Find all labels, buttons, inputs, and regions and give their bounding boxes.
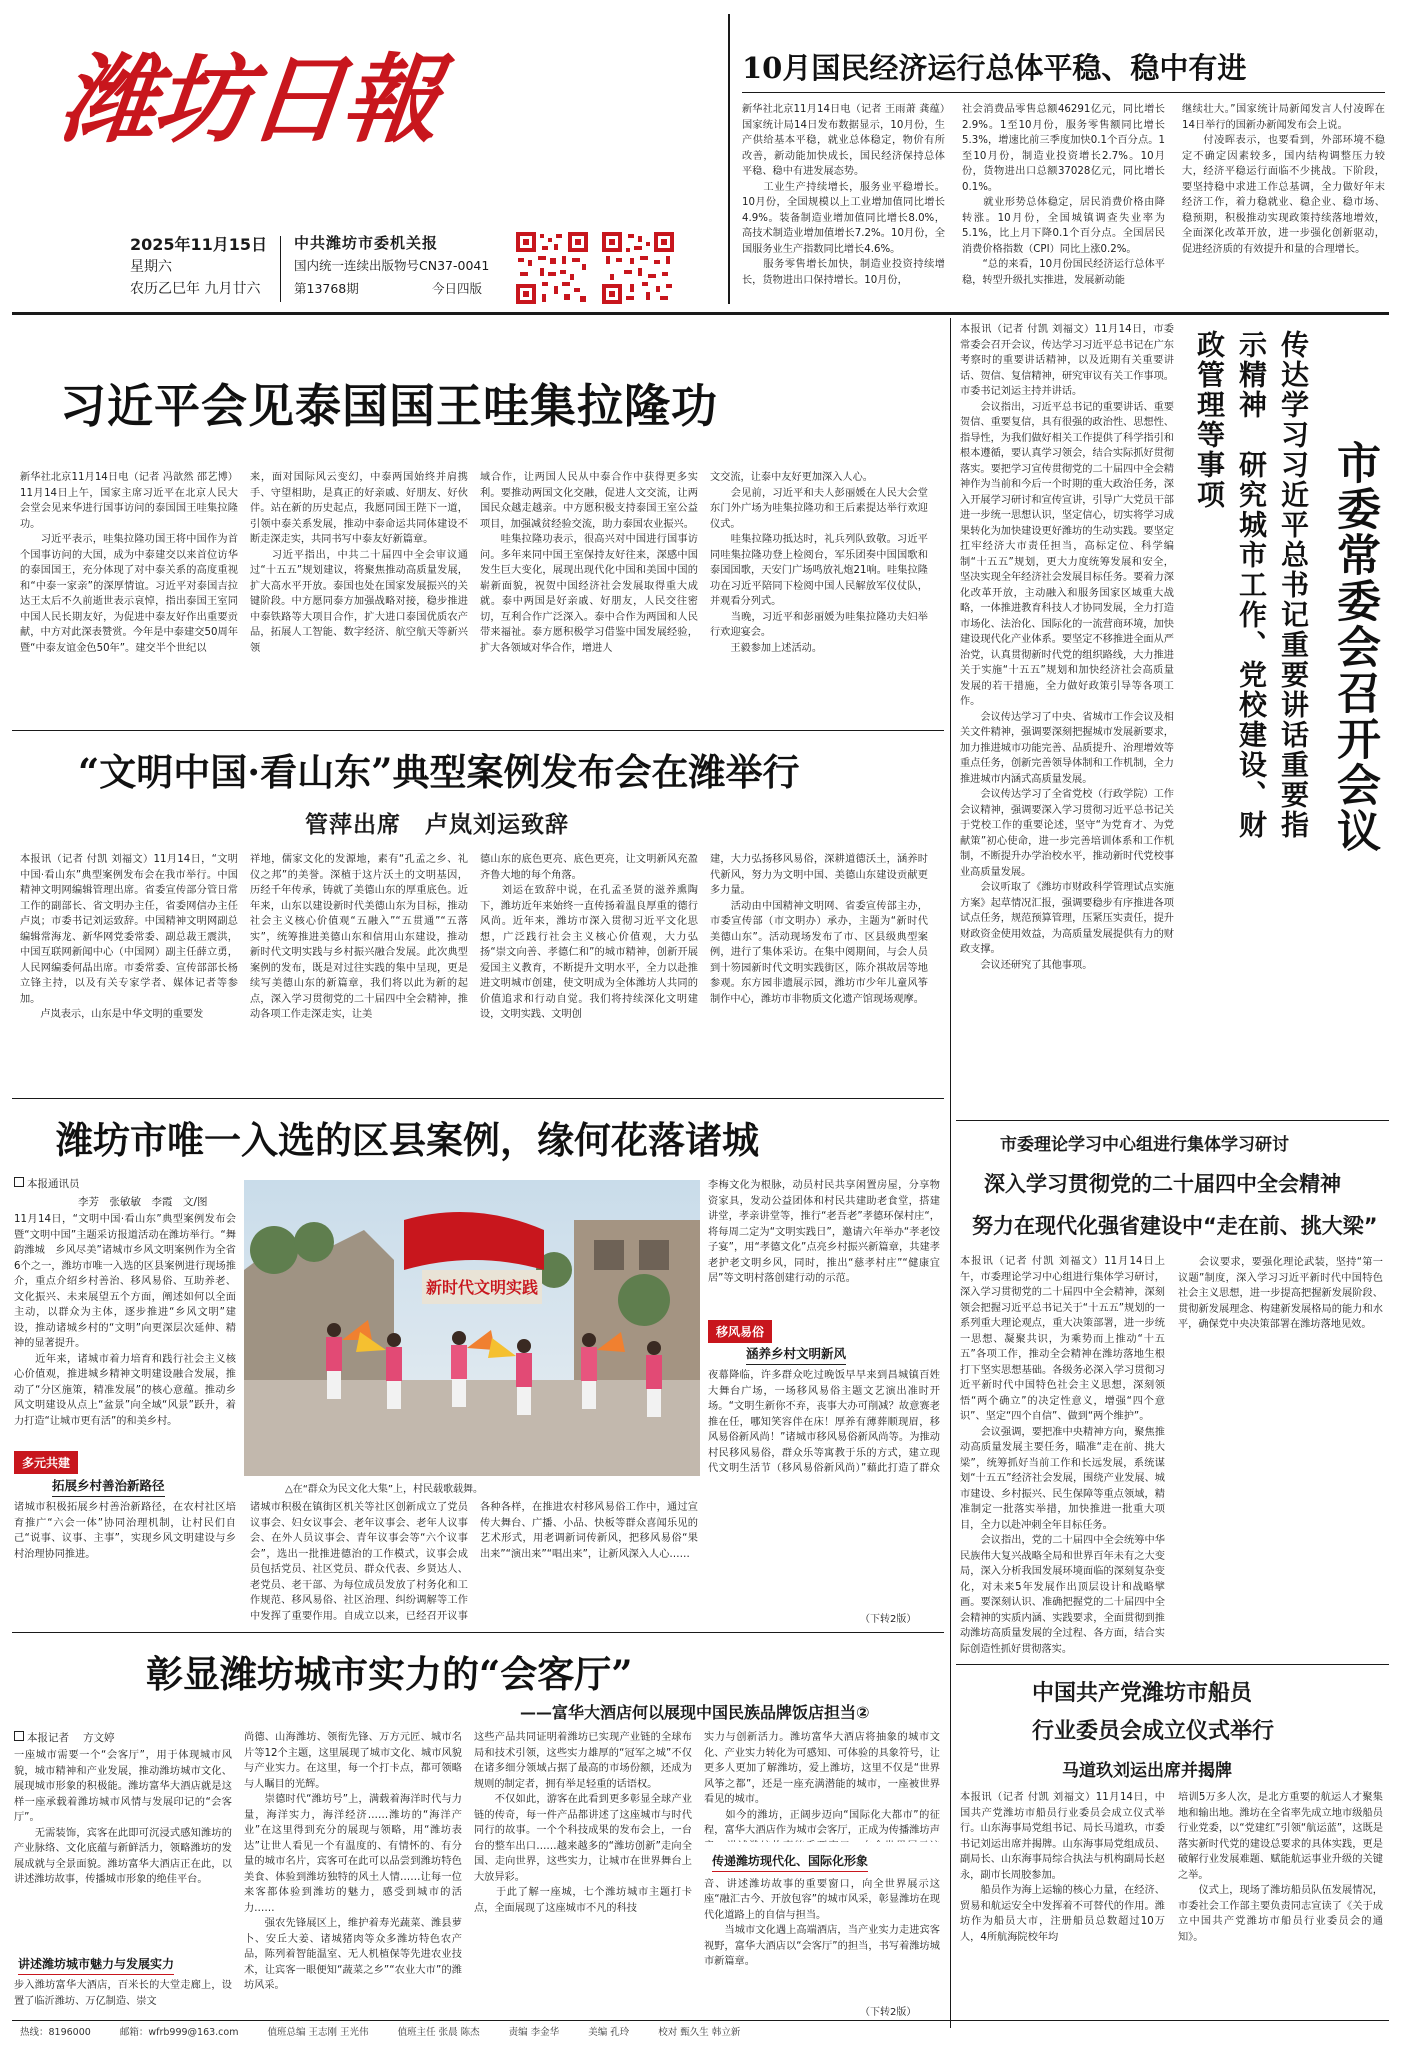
xi-article-col-3: 域合作，让两国人民从中泰合作中获得更多实利。要推动两国文化交融，促进人文交流，让两国民众越走越亲。中方愿积极支持泰国王室公益项目，加强减贫经验交流，助力泰国农业振兴。 哇集拉隆功表示，很高兴对中国进行国事访问。多年来同中国王室保持友好往来，深感中国发生巨大变化，展现出现代化中国和美国中国的崭新面貌，祝贺中国经济社会发展取得重大成就。泰中两国是好亲戚、好朋友，人民交往密切，互利合作广泛深入。泰中合作为两国和人民带来福祉。泰方愿积极学习借鉴中国发展经验，扩大各领域对华合作，增进人 [480,472,698,654]
qr-code-icon[interactable] [514,230,590,306]
wenming-article-col-2: 祥地，儒家文化的发源地，素有“孔孟之乡、礼仪之邦”的美誉。深植于这片沃土的文明基因，历经千年传承，铸就了美德山东的厚重底色。近年来，山东以建设新时代美德山东为目标，推动社会主义核心价值观“五融入”“五贯通”“五落实”，统筹推进美德山东和信用山东建设，推动新时代文明实践与乡村振兴融合发展。此次典型案例的发布，既是对过往实践的集中呈现，更是续写美德山东的新篇章，我们将以此为新的起点，深入学习贯彻党的二十届四中全会精神，推动各项工作走深走实，让美 [250,854,468,1020]
chuanbo-col-1: 本报讯（记者 付凯 刘福文）11月14日，中国共产党潍坊市船员行业委员会成立仪式举行。山东海事局党组书记、局长马道玖，市委书记刘运出席并揭牌。山东海事局党组成员、副局长、山东海事局综合执法与机构副局长赵永，副市长周胶参加。 船员作为海上运输的核心力量，在经济、贸易和航运安全中发挥着不可替代的作用。潍坊作为船员大市，注册船员总数超过10万人，4所航海院校年均 [960,1792,1165,1943]
lunar-date: 农历乙巳年 九月廿六 [130,281,261,297]
top-article-title: 10月国民经济运行总体平稳、稳中有进 [742,51,1247,85]
huike-col-4b: 音、讲述潍坊故事的重要窗口，向全世界展示这座“融汇古今、开放包容”的城市风采，彰显潍坊在现代化道路上的自信与担当。 当城市文化遇上高端酒店，当产业实力走进宾客视野，富华大酒店以“会客厅”的担当，书写着潍坊城市新篇章。 [704,1878,940,1967]
tag-yifeng: 移风易俗 [708,1320,772,1343]
weifang-case-tag: 本报通讯员 [14,1176,80,1191]
newspaper-logo: 潍坊日報 [55,43,444,156]
huike-more[interactable]: （下转2版） [860,2007,917,2018]
huike-col-4: 实力与创新活力。潍坊富华大酒店将抽象的城市文化、产业实力转化为可感知、可体验的具象符号，让更多人更加了解潍坊，爱上潍坊，这里不仅是“世界风筝之都”，还是一座充满潜能的城市，一座被世界看见的城市。 如今的潍坊，正阔步迈向“国际化大都市”的征程，富华大酒店作为城市会客厅，正成为传播潍坊声 [704,1732,940,1836]
xuexi-title: 深入学习贯彻党的二十届四中全会精神 [984,1172,1341,1196]
chuanbo-col-2: 培训5万多人次，是北方重要的航运人才聚集地和输出地。潍坊在全省率先成立地市级船员行业党委，以“党建红”引领“航运蓝”，这既是落实新时代党的建设总要求的具体实践，更是破解行业发展难题、赋能航运事业升级的关键之举。 仪式上，现场了潍坊船员队伍发展情况，市委社会工作部主要负责同志宣读了《关于成立中国共产党潍坊市船员行业委员会的通知》。 [1178,1792,1383,1943]
wenming-article-title: “文明中国·看山东”典型案例发布会在潍举行 [78,750,800,794]
weifang-case-authors: 李芳 张敏敏 李霞 文/图 [78,1196,208,1208]
chuanbo-title-2: 行业委员会成立仪式举行 [1032,1719,1275,1744]
date: 2025年11月15日 [130,235,268,254]
wenming-article-subtitle: 管萍出席 卢岚刘运致辞 [305,812,569,838]
xi-article-col-4: 文交流，让泰中友好更加深入人心。 会见前，习近平和夫人彭丽媛在人民大会堂东门外广场为哇集拉隆功和王后素提达举行欢迎仪式。 哇集拉隆功抵达时，礼兵列队致敬。习近平同哇集拉隆功登上检阅台，军乐团奏中国国歌和泰国国歌，天安门广场鸣放礼炮21响。哇集拉隆功在习近平陪同下检阅中国人民解放军仪仗队，并观看分列式。 当晚，习近平和彭丽媛为哇集拉隆功夫妇举行欢迎宴会。 王毅参加上述活动。 [710,472,928,654]
tag-yifeng-sub: 涵养乡村文明新风 [746,1344,846,1365]
huike-col-2: 尚德、山海潍坊、领衔先锋、万方元匠、城市名片等12个主题，这里展现了城市文化、城市风貌与产业实力。在这里，每一个打卡点，都可领略与人瞩目的光辉。 崇德时代“潍坊号”上，满载着海洋时代与力量，海洋实力，海洋经济……潍坊的“海洋产业”在这里得到充分的展现与领略，用“潍坊表达”让世人看见一个有温度的、有情怀的、有分量的城市名片，宾客可在此可以品尝到潍坊特色美食、体验到潍坊独特的风土人情……让每一位来客都体验到潍坊的魅力，感受到城市的活力…… 强农先锋展区上，维护着寿光蔬菜、潍县萝卜、安丘大姜、诸城猪肉等众多潍坊特色农产品，陈列着智能温室、无人机植保等先进农业技术，让宾客一眼便知“蔬菜之乡”“农业大市”的潍坊风采。 [244,1732,462,1991]
xuexi-col-2: 会议要求，要强化理论武装，坚持“第一议题”制度，深入学习习近平新时代中国特色社会主义思想，进一步提高把握新发展阶段、贯彻新发展理念、构建新发展格局的能力和水平，确保党中央决策部署在潍坊落地见效。 [1178,1257,1383,1330]
weifang-case-col-1b: 诸城市积极拓展乡村善治新路径，在农村社区培育推广“六会一体”协同治理机制，让村民们自己“说事、议事、主事”，实现乡风文明建设与乡村治理协同推进。 [14,1502,236,1560]
issue-number: 第13768期 [294,281,359,296]
tag-duoyuan: 多元共建 [14,1451,78,1474]
xuexi-title-2: 努力在现代化强省建设中“走在前、挑大梁” [972,1214,1378,1238]
wenming-article-col-3: 德山东的底色更亮、底色更亮，让文明新风充盈齐鲁大地的每个角落。 刘运在致辞中说，在孔孟圣贤的滋养熏陶下，潍坊近年来始终一直传扬着温良厚重的德行风尚。近年来，潍坊市深入贯彻习近平文化思想，广泛践行社会主义核心价值观，大力弘扬“崇文向善、孝德仁和”的城市精神，创新开展爱国主义教育，不断提升文明水平，全力以赴推进文明城市创建，使文明成为全体潍坊人共同的价值追求和行动自觉。我们将持续深化文明建设，文明实践、文明创 [480,854,698,1020]
weekday: 星期六 [130,259,172,275]
weifang-case-col-2b: 夜幕降临，许多群众吃过晚饭早早来到昌城镇百姓大舞台广场，一场移风易俗主题文艺演出准时开场。“文明生新你不弃，丧事大办可削减？故意赛老推在任，哪知笑容伴在床！厚养有薄葬顺现眉，移风易俗新风尚！”诸城市移风易俗新风尚等。为推动村民移风易俗，群众乐等寓教于乐的方式，建立现代文明生活节（移风易俗新风尚）”藉此打造了群众 [708,1370,940,1474]
footer [20,2024,1380,2042]
square-icon [14,1731,24,1741]
masthead [12,12,724,312]
footer-editor2: 责编 李金华 [508,2027,560,2038]
footer-email[interactable]: 邮箱：wfrb999@163.com [119,2027,239,2038]
weifang-case-title: 潍坊市唯一入选的区县案例，缘何花落诸城 [56,1118,759,1162]
footer-hotline: 热线：8196000 [20,2027,91,2038]
xi-article-title: 习近平会见泰国国王哇集拉隆功 [60,379,718,433]
huike-tag-3: 传递潍坊现代化、国际化形象 [712,1852,868,1872]
shiwei-article-subtitle: 传达学习习近平总书记重要讲话重要指示精神 研究城市工作、党校建设、财政管理等事项 [1193,330,1310,840]
weifang-case-col-4: 各种各样，在推进农村移风易俗工作中，通过宣传大舞台、广播、小品、快板等群众喜闻乐见的艺术形式，用老调新词传新风，把移风易俗“果出来”“演出来”“唱出来”，让新风深入人心…… [480,1502,698,1560]
page-count: 今日四版 [432,281,483,296]
footer-editor: 值班主任 张晨 陈杰 [397,2027,480,2038]
wenming-article-col-4: 建，大力弘扬移风易俗，深耕道德沃土，涵养时代新风，努力为文明中国、美德山东建设贡献更多力量。 活动由中国精神文明网、省委宣传部主办，市委宣传部（市文明办）承办，主题为“新时代美德山东”。活动现场发布了市、区县级典型案例，进行了集体采访。在集中阅期间，与会人员到十笏园新时代文明实践街区，陈介祺故居等地参观。东方园非遗展示园，潍坊市少年儿童风筝制作中心，潍坊市非物质文化遗产馆现场观摩。 [710,854,928,1005]
huike-col-1b: 步入潍坊富华大酒店，百米长的大堂走廊上，设置了临沂潍坊、万亿制造、崇文 [14,1980,232,2007]
org-name: 中共潍坊市委机关报 [294,234,439,252]
footer-art: 美编 孔玲 [588,2027,630,2038]
photo-banner: 新时代文明实践 [425,1278,539,1297]
xi-article-col-2: 来，面对国际风云变幻，中泰两国始终并肩携手、守望相助，是真正的好亲戚、好朋友、好伙伴。站在新的历史起点，我愿同国王陛下一道，引领中泰关系发展，推动中泰命运共同体建设不断走深走实，共同书写中泰友好新篇章。 习近平指出，中共二十届四中全会审议通过“十五五”规划建议，将聚焦推动高质量发展，扩大高水平开放。泰国也处在国家发展振兴的关键阶段。中方愿同泰方加强战略对接，稳步推进中泰铁路等大项目合作，扩大进口泰国优质农产品，拓展人工智能、数字经济、航空航天等新兴领 [250,472,468,654]
shiwei-article-text: 本报讯（记者 付凯 刘福文）11月14日，市委常委会召开会议，传达学习习近平总书记在广东考察时的重要讲话精神，以及近期有关重要讲话、贺信、复信精神，研究审议有关工作事项。市委书记刘运主持并讲话。 会议指出，习近平总书记的重要讲话、重要贺信、重要复信，具有很强的政治性、思想性、指导性，为我们做好相关工作提供了科学指引和根本遵循，要认真学习领会，结合实际抓好贯彻落实。要把学习宣传贯彻党的二十届四中全会精神作为当前和今后一个时期的重大政治任务，深入开展学习研讨和宣传宣讲，引导广大党员干部进一步统一思想认识，坚定信心，切实将学习成果转化为加快建设更好潍坊的生动实践。要坚定扛牢经济大市责任担当，高标定位、科学编制“十五五”规划，更大力度统筹发展和安全，坚决实现全年经济社会发展目标任务。要着力深化改革开放，主动融入和服务国家区域重大战略，一体推进教育科技人才协同发展，全力打造市场化、法治化、国际化的一流营商环境，加快建设现代化产业体系。要坚定不移推进全面从严治党，认真贯彻新时代党的组织路线，大力推进关于实施“十五五”规划和加快经济社会高质量发展的若干措施，全力做好政策引导等各项工作。 会议传达学习了中央、省城市工作会议及相关文件精神，强调要深刻把握城市发展新要求，加力推进城市功能完善、品质提升、治理增效等重点任务，创新完善领导体制和工作机制，全力推进城市内涵式高质量发展。 会议传达学习了全省党校（行政学院）工作会议精神，强调要深入学习贯彻习近平总书记关于党校工作的重要论述，坚守“为党育才、为党献策”初心使命，进一步完善培训体系和工作机制，不断提升办学治校水平，推动新时代党校事业高质量发展。 会议听取了《潍坊市财政科学管理试点实施方案》起草情况汇报，强调要稳步有序推进各项试点任务，规范预算管理，压紧压实责任，提升财政资金使用效益，为高质量发展提供有力的财政支撑。 会议还研究了其他事项。 [960,324,1174,971]
shiwei-article-title: 市委常委会召开会议 [1329,440,1380,854]
huike-article-byline: 本报记者 方文婷 [14,1730,115,1745]
huike-article-subtitle: ——富华大酒店何以展现中国民族品牌饭店担当② [520,1703,870,1722]
xi-article-col-1: 新华社北京11月14日电（记者 冯歆然 邵艺博）11月14日上午，国家主席习近平在北京人民大会堂会见来华进行国事访问的泰国国王哇集拉隆功。 习近平表示，哇集拉隆功国王将中国作为首个国事访问的大国，成为中泰建交以来首位访华的泰国国王，充分体现了对中泰关系的高度重视和“中泰一家亲”的深厚情谊。习近平对泰国吉拉达王太后不久前逝世表示哀悼，指出泰国王室同中国人民长期友好，为促进中泰友好作出重要贡献，中方对此深表赞赏。今年是中泰建交50周年暨“中泰友谊金色50年”。建交半个世纪以 [20,472,238,654]
weifang-case-col-1: 11月14日，“文明中国·看山东”典型案例发布会暨“文明中国”主题采访报道活动在潍坊举行。“舞韵潍城 乡风尽美”诸城市乡风文明案例作为全省6个之一，潍坊市唯一入选的区县案例进行现场推介，重点介绍乡村善治、移风易俗、互助养老、文化振兴、未来展望五个方面，阐述如何以全面主动，以群众为主体，逐步推进“乡风文明”建设，推动诸城乡村的“文明”向更深层次延伸、精神的显著提升。 近年来，诸城市着力培育和践行社会主义核心价值观，推进城乡精神文明建设融合发展，推动了“分区施策，精准发展”的核心意蕴。推动乡风文明建设从点上“盆景”向全域“风景”跃升，着力打造“让城市更有活”的和美乡村。 [14,1214,236,1427]
huike-article-title: 彰显潍坊城市实力的“会客厅” [146,1652,633,1696]
photo-caption: △在“群众为民文化大集”上，村民载歌载舞。 [285,1484,484,1495]
tag-duoyuan-sub: 拓展乡村善治新路径 [52,1476,165,1497]
top-article-col-3: 继续壮大。”国家统计局新闻发言人付凌晖在14日举行的国新办新闻发布会上说。 付凌晖表示，也要看到，外部环境不稳定不确定因素较多，国内结构调整压力较大，经济平稳运行面临不少挑战。下阶段，要坚持稳中求进工作总基调，全力做好年末经济工作，着力稳就业、稳企业、稳市场、稳预期，积极推动实现政策持续落地增效，全面深化改革开放，进一步强化创新驱动，促进经济质的有效提升和量的合理增长。 [1182,104,1385,255]
weifang-case-col-2: 李梅文化为根脉，动员村民共享闲置房屋，分享物资家具，发动公益团体和村民共建助老食堂，搭建讲堂，孝亲讲堂等，推行“老吾老”孝德环保村庄“，将每周二定为“文明实践日”，邀请六年举办“孝老饺子宴”，用“孝德文化”点亮乡村振兴新篇章，共建孝老护老文明乡风，同时，推出“慈孝村庄”“健康宜居”等文明村落创建行动的示范。 [708,1180,940,1284]
festival-photo [244,1180,700,1476]
huike-col-3: 这些产品共同证明着潍坊已实现产业链的全球布局和技术引领，这些实力雄厚的“冠军之城”不仅在诸多细分领域占据了最高的市场份额，还成为规则的制定者，拥有举足轻重的话语权。 不仅如此，游客在此看到更多彰显全球产业链的传奇，每一件产品都讲述了这座城市与时代同行的故事。一个个科技成果的发布会上，一台台的整车出口……越来越多的“潍坊创新”走向全国、走向世界，这些实力，让城市在世界舞台上大放异彩。 于此了解一座城，七个潍坊城市主题打卡点，全面展现了这座城市不凡的科技 [474,1732,692,1914]
footer-chief: 值班总编 王志刚 王光伟 [267,2027,369,2038]
top-article-col-1: 新华社北京11月14日电（记者 王雨萧 龚蕴）国家统计局14日发布数据显示，10月份，生产供给基本平稳，就业总体稳定，物价有所改善，新动能加快成长，国民经济保持总体平稳、稳中有进发展态势。 工业生产持续增长，服务业平稳增长。10月份，全国规模以上工业增加值同比增长4.9%。装备制造业增加值同比增长8.0%，高技术制造业增加值增长7.2%。10月份，全国服务业生产指数同比增长4.6%。 服务零售增长加快，制造业投资持续增长，货物进出口保持增长。10月份， [742,104,945,286]
square-icon [14,1177,24,1187]
qr-code-icon[interactable] [600,230,676,306]
weifang-case-more[interactable]: （下转2版） [860,1614,917,1625]
chuanbo-title: 中国共产党潍坊市船员 [1032,1681,1253,1706]
xuexi-small-title: 市委理论学习中心组进行集体学习研讨 [1000,1135,1289,1155]
xuexi-col-1: 本报讯（记者 付凯 刘福文）11月14日上午，市委理论学习中心组进行集体学习研讨，深入学习贯彻党的二十届四中全会精神，深刻领会把握习近平总书记关于“十五五”规划的一系列重大理论观点，重大决策部署，进一步统一思想、凝聚共识，为乘势而上推动“十五五”各项工作，推动全会精神在潍坊落地生根打下坚实思想基础。各级务必深入学习贯彻习近平新时代中国特色社会主义思想，深刻领悟“两个确立”的决定性意义，增强“四个意识”、坚定“四个自信”、做到“两个维护”。 会议强调，要把准中央精神方向，聚焦推动高质量发展主要任务，瞄准“走在前、挑大梁”，统筹抓好当前工作和长远发展，系统谋划“十五五”经济社会发展，围绕产业发展、城市建设、乡村振兴、民生保障等重点领域，精准制定一批落实举措，加快推进一批重大项目，全力以赴冲刺全年目标任务。 会议指出，党的二十届四中全会统筹中华民族伟大复兴战略全局和世界百年未有之大变局，深入分析我国发展环境面临的深刻复杂变化，对未来5年发展作出顶层设计和战略擘画。要深刻认识、准确把握党的二十届四中全会精神的实质内涵、实践要求，全面贯彻到推动潍坊高质量发展的全过程、各方面，结合实际创造性抓好贯彻落实。 [960,1256,1165,1655]
chuanbo-subtitle: 马道玖刘运出席并揭牌 [1062,1761,1232,1781]
huike-col-1: 一座城市需要一个“会客厅”，用于体现城市风貌，城市精神和产业发展，推动潍坊城市文化、展现城市形象的积极能。潍坊富华大酒店就是这样一座承载着潍坊城市风情与发展印记的“会客厅”。 无需装饰，宾客在此即可沉浸式感知潍坊的产业脉络、文化底蕴与新鲜活力，领略潍坊的发展成就与全景面貌。潍坊富华大酒店正在此，以讲述潍坊故事，传播城市形象的绝佳平台。 [14,1750,232,1885]
wenming-article-col-1: 本报讯（记者 付凯 刘福文）11月14日，“文明中国·看山东”典型案例发布会在我市举行。中国精神文明网编辑管理出席。省委宣传部分管日常工作的副部长、省文明办主任，省委网信办主任卢岚；市委书记刘运致辞。中国精神文明网副总编辑常海龙、新华网党委常委、副总裁王震洪，中国互联网新闻中心（中国网）副主任薛立勇，人民网编委何晶出席。市委常委、宣传部部长杨立锋主持，以及有关专家学者、媒体记者等参加。 卢岚表示，山东是中华文明的重要发 [20,854,238,1020]
top-article-col-2: 社会消费品零售总额46291亿元，同比增长2.9%。1至10月份，服务零售额同比增长5.3%，增速比前三季度加快0.1个百分点。1至10月份，制造业投资增长2.7%。10月份，货物进出口总额37028亿元，同比增长0.1%。 就业形势总体稳定，居民消费价格由降转涨。10月份，全国城镇调查失业率为5.1%，比上月下降0.1个百分点。全国居民消费价格指数（CPI）同比上涨0.2%。 “总的来看，10月份国民经济运行总体平稳，转型升级扎实推进，发展新动能 [962,104,1165,286]
huike-tag-1: 讲述潍坊城市魅力与发展实力 [18,1955,174,1975]
weifang-case-col-3: 诸城市积极在镇街区机关等社区创新成立了党员议事会、妇女议事会、老年议事会、老年人议事会、在外人员议事会、青年议事会等“六个议事会”，选出一批推进德治的工作模式，议事会成员包括党员、社区党员、群众代表、乡贤达人、老党员、老干部、为每位成员发放了村务化和工作规范、移风易俗、社区治理、纠纷调解等工作中发挥了重要作用。自成立以来，已经召开议事 [250,1502,468,1622]
cn-number: 国内统一连续出版物号CN37-0041 [294,258,490,273]
footer-proof: 校对 甄久生 韩立新 [658,2027,741,2038]
